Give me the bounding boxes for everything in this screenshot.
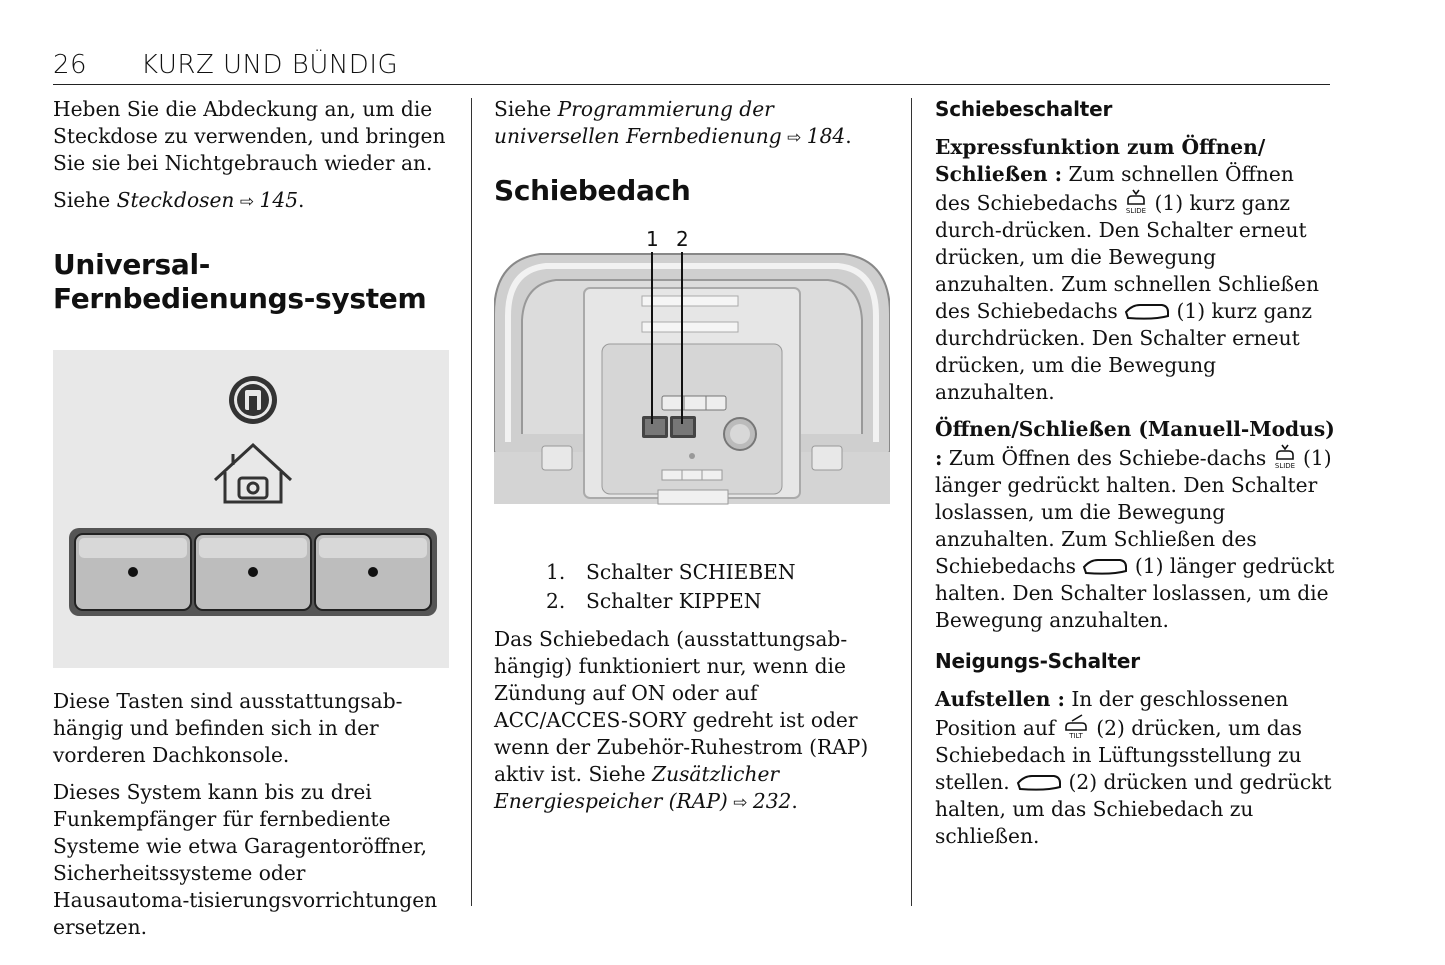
page-ref: 232 [752,789,792,813]
paragraph: Dieses System kann bis zu drei Funkempfänger für fernbediente Systeme wie etwa Garagentoröffner, Sicherheitssysteme oder Hausautoma-tisierungsvorrichtungen ersetzen. [53,780,438,939]
column-divider [471,98,472,906]
universal-remote-figure [53,350,449,668]
close-roof-icon [1124,302,1170,322]
cross-reference: Siehe Steckdosen ⇨ 145. [53,188,305,212]
column-3 [935,96,1335,850]
section-title: KURZ UND BÜNDIG [141,50,399,80]
tilt-open-icon [1062,713,1090,739]
svg-text:TILT: TILT [1069,732,1083,739]
svg-text:SLIDE: SLIDE [1125,207,1147,214]
legend-item: 2. Schalter KIPPEN [546,589,762,613]
paragraph-express: Expressfunktion zum Öffnen/ Schließen : Zum schnellen Öffnen des Schiebedachs SLIDE (1) kurz ganz durch-drücken. Den Schalter erneut drücken, um die Bewegung anzuhalten. Zum schnellen Schließen des Schiebedachs (1) kurz ganz durchdrücken. Den Schalter erneut drücken, um die Bewegung anzuhalten. [935,135,1319,404]
legend-item: 1. Schalter SCHIEBEN [546,560,796,584]
svg-text:SLIDE: SLIDE [1274,462,1295,469]
paragraph: Diese Tasten sind ausstattungsab-hängig und befinden sich in der vorderen Dachkonsole. [53,689,403,767]
remote-button-1 [75,534,191,610]
callout-1: 1 [646,227,659,251]
cross-reference: Siehe Programmierung der universellen Fernbedienung ⇨ 184. [494,97,852,148]
sunroof-console-figure [494,224,890,548]
heading-universal-remote: Universal-Fernbedienungs-system [53,248,427,315]
heading-sunroof: Schiebedach [494,174,691,207]
column-divider [911,98,912,906]
figure-legend [494,558,889,616]
close-roof-icon [1016,773,1062,793]
column-2 [494,96,889,817]
page-ref: 145 [259,188,299,212]
column-1 [53,96,448,941]
paragraph-manual: Öffnen/Schließen (Manuell-Modus) : Zum Öffnen des Schiebe-dachs SLIDE (1) länger gedrückt halten. Den Schalter loslassen, um die Bewegung anzuhalten. Zum Schließen des Schiebedachs (1) länger gedrückt halten. Den Schalter loslassen, um die Bewegung anzuhalten. [935,417,1335,632]
page-ref: 184 [806,124,846,148]
paragraph: Das Schiebedach (ausstattungsab-hängig) funktioniert nur, wenn die Zündung auf ON oder auf ACC/ACCES-SORY gedreht ist oder wenn der Zubehör-Ruhestrom (RAP) aktiv ist. Siehe Zusätzlicher Energiespeicher (RAP) ⇨ 232. [494,627,869,813]
remote-badge-icon [229,376,277,424]
reference-link[interactable]: Zusätzlicher Energiespeicher (RAP) [494,762,780,813]
close-roof-icon [1082,557,1128,577]
paragraph-tilt: Aufstellen : In der geschlossenen Position auf TILT (2) drücken, um das Schiebedach in Lüftungsstellung zu stellen. (2) drücken und gedrückt halten, um das Schiebedach zu schließen. [935,687,1332,848]
heading-slide-switch: Schiebeschalter [935,97,1113,121]
arrow-icon: ⇨ [727,793,753,813]
reference-link[interactable]: Programmierung der universellen Fernbedienung [494,97,782,148]
heading-tilt-switch: Neigungs-Schalter [935,649,1140,673]
slide-open-icon [1273,443,1297,469]
page-header [53,48,1330,85]
remote-button-2 [195,534,311,610]
reference-link[interactable]: Steckdosen [116,188,235,212]
page-number: 26 [53,50,88,80]
arrow-icon: ⇨ [781,128,807,148]
slide-open-icon [1124,188,1148,214]
paragraph: Heben Sie die Abdeckung an, um die Steckdose zu verwenden, und bringen Sie sie bei Nichtgebrauch wieder an. [53,97,446,175]
callout-2: 2 [676,227,689,251]
remote-button-3 [315,534,431,610]
arrow-icon: ⇨ [234,192,260,212]
